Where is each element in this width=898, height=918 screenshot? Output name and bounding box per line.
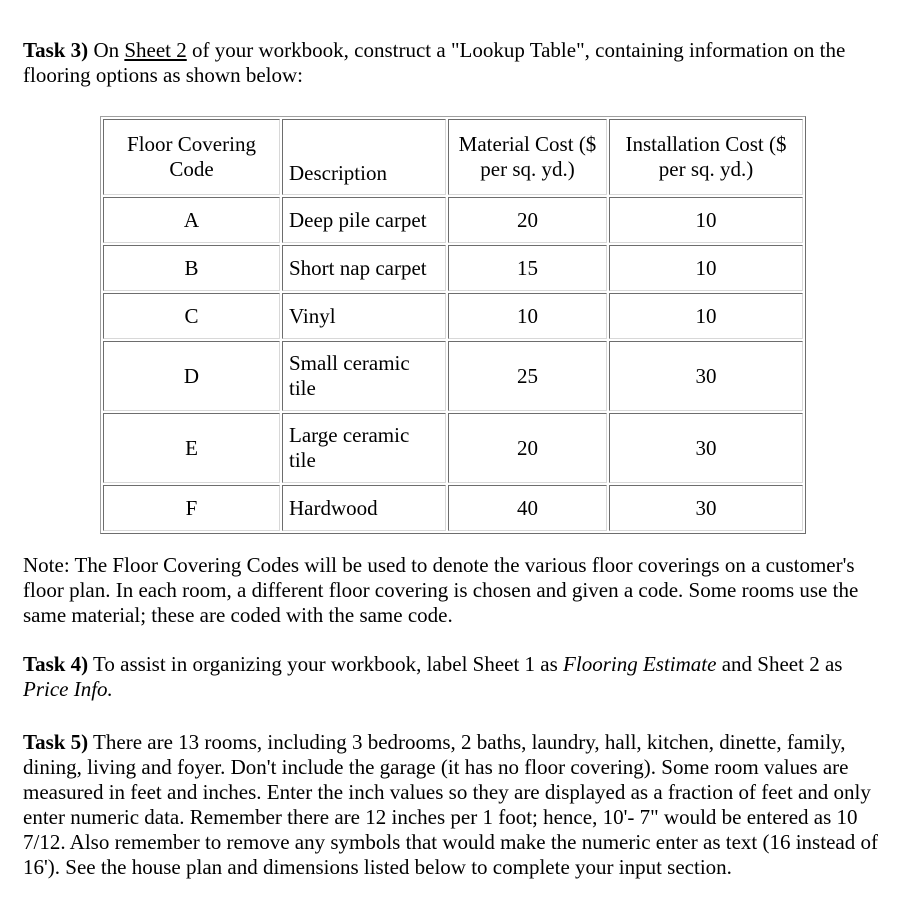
task4-text2: and Sheet 2 as: [716, 652, 843, 676]
cell-description: Deep pile carpet: [282, 197, 446, 243]
cell-material-cost: 20: [448, 413, 607, 483]
task3-text-before: On: [88, 38, 125, 62]
cell-description: Vinyl: [282, 293, 446, 339]
cell-code: A: [103, 197, 280, 243]
cell-description: Hardwood: [282, 485, 446, 531]
cell-material-cost: 20: [448, 197, 607, 243]
sheet2-link: Sheet 2: [124, 38, 187, 62]
table-row: [103, 293, 803, 339]
cell-code: E: [103, 413, 280, 483]
task5-paragraph: [23, 730, 883, 880]
cell-material-cost: 10: [448, 293, 607, 339]
table-row: [103, 485, 803, 531]
cell-code: C: [103, 293, 280, 339]
sheet1-name: Flooring Estimate: [563, 652, 717, 676]
table-row: [103, 197, 803, 243]
table-row: [103, 245, 803, 291]
cell-material-cost: 25: [448, 341, 607, 411]
header-material-cost: Material Cost ($ per sq. yd.): [448, 119, 607, 195]
cell-description: Large ceramic tile: [282, 413, 446, 483]
task4-paragraph: [23, 652, 883, 702]
cell-code: D: [103, 341, 280, 411]
task4-label: Task 4): [23, 652, 89, 676]
cell-installation-cost: 30: [609, 341, 803, 411]
cell-installation-cost: 10: [609, 197, 803, 243]
cell-installation-cost: 30: [609, 413, 803, 483]
task5-text: There are 13 rooms, including 3 bedrooms, 2 baths, laundry, hall, kitchen, dinette, family, dining, living and foyer. Don't include the garage (it has no floor covering). Some room values are measured in feet and inches. Enter the inch values so they are displayed as a fraction of feet and only enter numeric data. Remember there are 12 inches per 1 foot; hence, 10'- 7" would be entered as 10 7/12. Also remember to remove any symbols that would make the numeric enter as text (16 instead of 16'). See the house plan and dimensions listed below to complete your input section.: [23, 730, 878, 879]
note-paragraph: Note: The Floor Covering Codes will be used to denote the various floor coverings on a customer's floor plan. In each room, a different floor covering is chosen and given a code. Some rooms use the same material; these are coded with the same code.: [23, 553, 859, 627]
task3-paragraph: [23, 38, 873, 88]
task5-label: Task 5): [23, 730, 89, 754]
cell-code: F: [103, 485, 280, 531]
table-row: [103, 413, 803, 483]
table-row: [103, 341, 803, 411]
cell-material-cost: 40: [448, 485, 607, 531]
cell-installation-cost: 10: [609, 245, 803, 291]
task3-text-after: of your workbook, construct a "Lookup Table", containing information on the flooring options as shown below:: [23, 38, 846, 87]
task4-text1: To assist in organizing your workbook, label Sheet 1 as: [88, 652, 564, 676]
cell-installation-cost: 30: [609, 485, 803, 531]
cell-material-cost: 15: [448, 245, 607, 291]
cell-description: Small ceramic tile: [282, 341, 446, 411]
table-header-row: [103, 119, 803, 195]
lookup-table-container: [100, 116, 806, 534]
header-code: Floor Covering Code: [103, 119, 280, 195]
lookup-table: [100, 116, 806, 534]
cell-code: B: [103, 245, 280, 291]
header-description: Description: [282, 119, 446, 195]
cell-installation-cost: 10: [609, 293, 803, 339]
sheet2-name: Price Info.: [23, 677, 113, 701]
header-installation-cost: Installation Cost ($ per sq. yd.): [609, 119, 803, 195]
task3-label: Task 3): [23, 38, 89, 62]
cell-description: Short nap carpet: [282, 245, 446, 291]
